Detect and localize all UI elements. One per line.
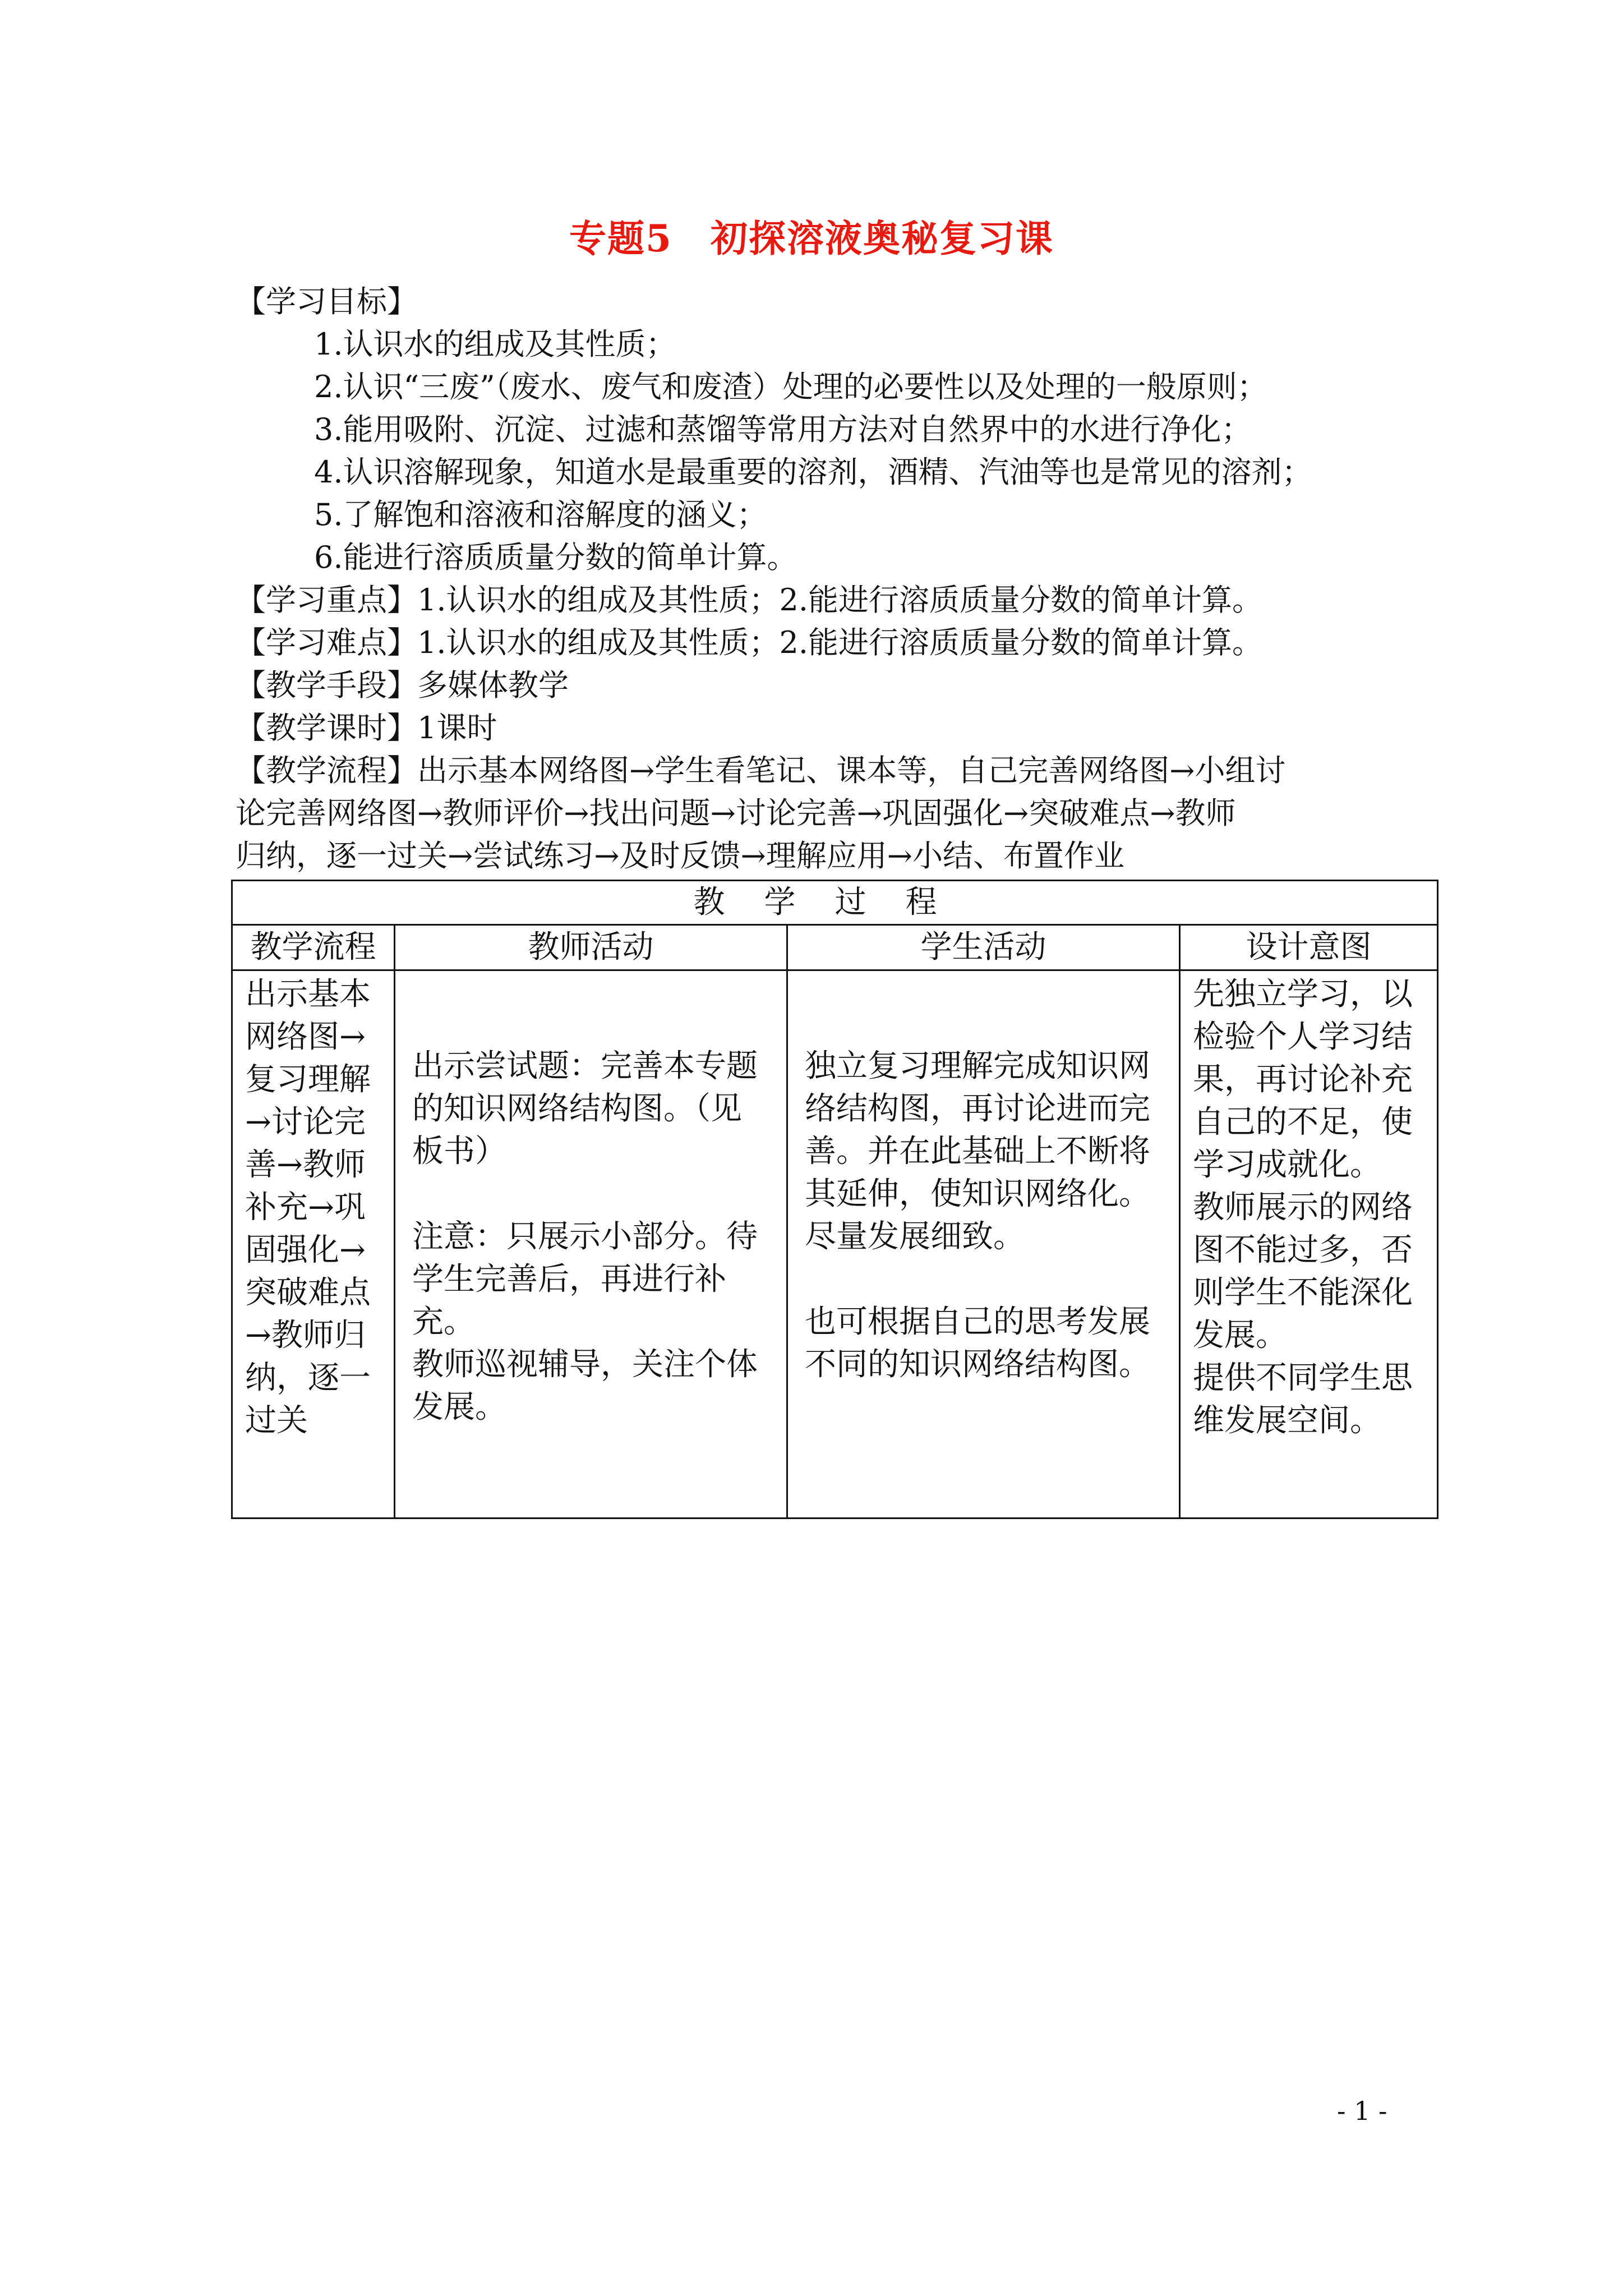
student-line: 也可根据自己的思考发展	[805, 1304, 1150, 1340]
objective-item: 3.能用吸附、沉淀、过滤和蒸馏等常用方法对自然界中的水进行净化；	[314, 412, 1252, 447]
teacher-line: 发展。	[412, 1389, 506, 1425]
objective-item: 6.能进行溶质质量分数的简单计算。	[314, 540, 797, 575]
objective-item: 4.认识溶解现象，知道水是最重要的溶剂，酒精、汽油等也是常见的溶剂；	[314, 454, 1312, 490]
column-header-intent: 设计意图	[1180, 925, 1438, 970]
objective-item: 2.认识“三废”（废水、废气和废渣）处理的必要性以及处理的一般原则；	[314, 369, 1267, 404]
teacher-line: 的知识网络结构图。（见	[412, 1091, 742, 1127]
cell-teacher-activity	[395, 970, 787, 1519]
teacher-line: 学生完善后，再进行补充。	[412, 1261, 726, 1340]
intent-line: 则学生不能深化	[1193, 1274, 1413, 1311]
intent-line: 提供不同学生思	[1193, 1360, 1413, 1396]
flow-line: 纳，逐一	[245, 1360, 371, 1396]
page-title: 专题5 初探溶液奥秘复习课	[569, 217, 1054, 260]
column-header-student: 学生活动	[787, 925, 1180, 970]
intent-line: 学习成就化。	[1193, 1147, 1381, 1183]
flow-line: 出示基本	[245, 976, 371, 1013]
intent-line: 图不能过多，否	[1193, 1232, 1413, 1268]
objectives-heading: 【学习目标】	[236, 284, 417, 319]
intent-line: 发展。	[1193, 1317, 1287, 1354]
column-header-teacher: 教师活动	[395, 925, 787, 970]
flow-line: 补充→巩	[245, 1189, 366, 1226]
flow-line: 固强化→	[245, 1232, 366, 1268]
objective-item: 1.认识水的组成及其性质；	[314, 326, 676, 362]
student-line: 不同的知识网络结构图。	[805, 1346, 1150, 1383]
student-line: 善。并在此基础上不断将	[805, 1133, 1150, 1170]
teaching-method: 【教学手段】多媒体教学	[236, 668, 569, 703]
teaching-flow-line: 论完善网络图→教师评价→找出问题→讨论完善→巩固强化→突破难点→教师	[236, 795, 1236, 831]
flow-line: 复习理解	[245, 1061, 371, 1098]
teacher-line: 板书）	[412, 1133, 506, 1170]
teaching-flow-line: 归纳，逐一过关→尝试练习→及时反馈→理解应用→小结、布置作业	[236, 838, 1124, 873]
flow-line: 过关	[245, 1402, 308, 1439]
flow-line: →讨论完	[245, 1104, 366, 1140]
teacher-line: 注意：只展示小部分。待	[412, 1218, 758, 1255]
intent-line: 维发展空间。	[1193, 1402, 1381, 1439]
column-header-flow: 教学流程	[232, 925, 395, 970]
student-line: 独立复习理解完成知识网	[805, 1048, 1150, 1084]
cell-design-intent	[1180, 970, 1438, 1519]
intent-line: 教师展示的网络	[1193, 1189, 1413, 1226]
difficulties: 【学习难点】1.认识水的组成及其性质；2.能进行溶质质量分数的简单计算。	[236, 625, 1263, 660]
teacher-line: 教师巡视辅导，关注个体	[412, 1346, 758, 1383]
intent-line: 自己的不足，使	[1193, 1104, 1413, 1140]
flow-line: →教师归	[245, 1317, 366, 1354]
student-line: 其延伸，使知识网络化。	[805, 1176, 1150, 1212]
intent-line: 果，再讨论补充	[1193, 1061, 1413, 1098]
intent-line: 先独立学习，以	[1193, 976, 1413, 1013]
teaching-process-table	[231, 880, 1438, 1519]
cell-student-activity	[787, 970, 1180, 1519]
flow-line: 网络图→	[245, 1019, 366, 1055]
teacher-line: 出示尝试题：完善本专题	[412, 1048, 758, 1084]
student-line: 尽量发展细致。	[805, 1218, 1025, 1255]
key-points: 【学习重点】1.认识水的组成及其性质；2.能进行溶质质量分数的简单计算。	[236, 582, 1263, 618]
teaching-flow-line: 【教学流程】出示基本网络图→学生看笔记、课本等，自己完善网络图→小组讨	[236, 753, 1286, 788]
page-number: - 1 -	[1337, 2096, 1387, 2126]
flow-line: 善→教师	[245, 1147, 366, 1183]
cell-flow	[232, 970, 395, 1519]
student-line: 络结构图，再讨论进而完	[805, 1091, 1150, 1127]
intent-line: 检验个人学习结	[1193, 1019, 1413, 1055]
table-caption: 教学过程	[232, 881, 1438, 925]
objective-item: 5.了解饱和溶液和溶解度的涵义；	[314, 497, 767, 532]
flow-line: 突破难点	[245, 1274, 371, 1311]
class-hours: 【教学课时】1课时	[236, 710, 497, 746]
